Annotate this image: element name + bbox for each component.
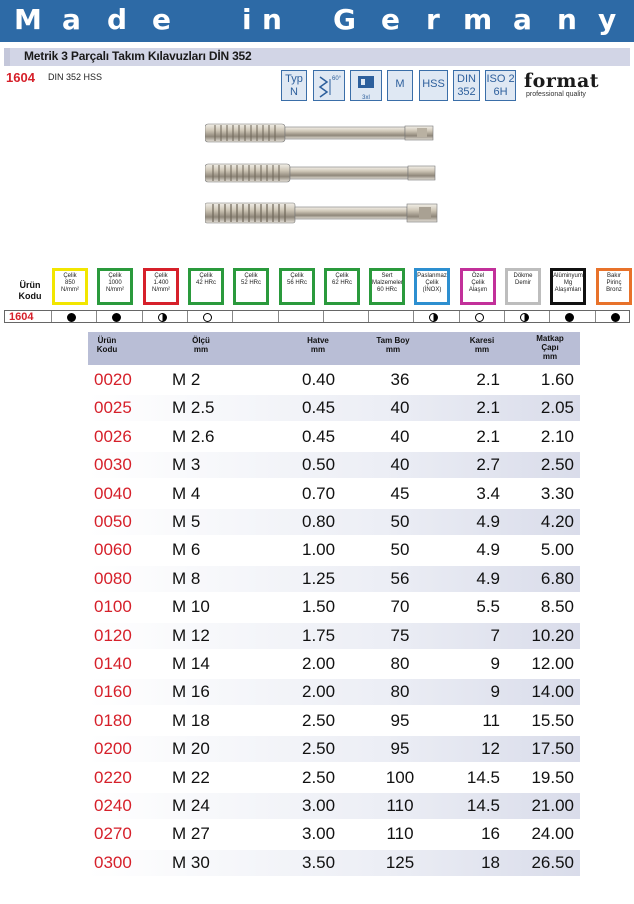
m-label: M [395,78,405,90]
cell-drill: 10.20 [531,626,574,645]
cell-drill: 8.50 [540,597,574,616]
material-line: 1.400 [153,280,169,286]
compat-separator [413,311,414,322]
format-logo [522,70,628,100]
compat-separator [549,311,550,322]
cell-square: 11 [482,711,500,730]
thread-angle-icon [313,70,345,101]
material-box [505,268,541,305]
cell-code: 0300 [94,853,132,872]
cell-pitch: 2.00 [302,682,336,701]
material-line: Çelik [425,280,439,286]
material-box [550,268,586,305]
cell-size: M 4 [172,484,201,503]
header-line: Ölçü [192,336,210,345]
material-compat-row [4,310,630,323]
cell-code: 0050 [94,512,132,531]
material-line: 1000 [108,280,122,286]
material-line: Çelik [199,273,213,279]
cell-drill: 24.00 [531,824,574,843]
header-line: Karesi [469,336,495,345]
cell-pitch: 3.50 [302,853,336,872]
cell-length: 95 [390,711,410,730]
cell-code: 0270 [94,824,132,843]
banner-letter: i [242,3,252,36]
table-row [88,395,580,421]
cell-size: M 24 [172,796,210,815]
product-subtitle: DIN 352 HSS [48,72,103,82]
tap-bottoming-image [205,198,445,228]
cell-pitch: 3.00 [302,796,336,815]
header-line: Kodu [96,345,118,354]
table-row [88,566,580,592]
cell-square: 9 [490,654,500,673]
material-line: Çelik [290,273,304,279]
cell-code: 0100 [94,597,132,616]
material-line: Pirinç [606,280,622,286]
cell-length: 36 [390,370,410,389]
cell-drill: 3.30 [540,484,574,503]
cell-length: 100 [385,768,415,787]
table-row [88,367,580,393]
material-line: Çelik [63,273,77,279]
compat-separator [323,311,324,322]
compat-separator [278,311,279,322]
cell-drill: 19.50 [531,768,574,787]
cell-size: M 18 [172,711,210,730]
material-line: Çelik [108,273,122,279]
compat-symbol-empty [203,313,212,322]
cell-size: M 3 [172,455,201,474]
cell-pitch: 1.25 [302,569,336,588]
material-line: Bronz [606,287,622,293]
product-code: 1604 [6,70,35,85]
cell-code: 0020 [94,370,132,389]
cell-code: 0180 [94,711,132,730]
material-box [414,268,450,305]
material-line: Çelik [335,273,349,279]
cell-square: 5.5 [476,597,500,616]
cell-pitch: 0.45 [302,398,336,417]
cell-pitch: 0.50 [302,455,336,474]
banner-letter: m [463,3,493,36]
cell-drill: 12.00 [531,654,574,673]
compat-separator [504,311,505,322]
material-box [324,268,360,305]
compat-separator [187,311,188,322]
logo-word: format [524,70,600,92]
cell-code: 0220 [94,768,132,787]
header-line: Tam Boy [376,336,410,345]
material-line: 62 HRc [331,280,352,286]
material-line: Bakır [606,273,621,279]
cell-square: 4.9 [476,569,500,588]
cell-square: 3.4 [476,484,500,503]
made-in-germany-banner [0,0,634,42]
cell-square: 2.1 [476,398,500,417]
cell-size: M 14 [172,654,210,673]
header-line: Hatve [307,336,329,345]
cell-length: 80 [390,682,410,701]
cell-length: 110 [386,796,414,815]
header-line: mm [385,345,401,354]
compat-separator [459,311,460,322]
material-line: Mg [563,280,573,286]
table-row [88,424,580,450]
material-box [596,268,632,305]
material-line: Alüminyum [553,273,583,279]
compat-symbol-full [67,313,76,322]
cell-drill: 26.50 [531,853,574,872]
cell-drill: 6.80 [540,569,574,588]
compat-separator [232,311,233,322]
cell-pitch: 2.00 [302,654,336,673]
cell-pitch: 0.40 [302,370,336,389]
cell-length: 40 [390,398,410,417]
cell-pitch: 0.45 [302,427,336,446]
cell-pitch: 1.50 [302,597,336,616]
material-line: Özel [471,273,485,279]
cell-size: M 12 [172,626,210,645]
iso-tolerance-icon [485,70,516,101]
cell-code: 0030 [94,455,132,474]
material-box [369,268,405,305]
table-row [88,623,580,649]
col-header-square [464,336,500,354]
table-row [88,765,580,791]
cell-drill: 4.20 [540,512,574,531]
compat-symbol-half [520,313,529,322]
cell-size: M 20 [172,739,210,758]
table-row [88,509,580,535]
iso-label: ISO 2 [486,73,515,85]
compat-symbol-full [611,313,620,322]
cell-pitch: 2.50 [302,768,336,787]
din-352-icon [453,70,480,101]
banner-letter: d [107,3,128,36]
table-row [88,537,580,563]
cell-code: 0026 [94,427,132,446]
cell-code: 0040 [94,484,132,503]
cell-square: 14.5 [466,796,500,815]
banner-letter: r [426,3,440,36]
cell-square: 18 [481,853,500,872]
col-header-size [186,336,216,354]
banner-letter: a [62,3,81,36]
table-row [88,736,580,762]
cell-size: M 22 [172,768,210,787]
material-line: 52 HRc [240,280,261,286]
cell-drill: 17.50 [531,739,574,758]
cell-pitch: 2.50 [302,711,336,730]
cell-square: 7 [490,626,500,645]
material-box [188,268,224,305]
angle-label: 60° [332,76,342,82]
table-row [88,651,580,677]
banner-letter: G [333,3,356,36]
table-row [88,481,580,507]
header-line: Çapı [541,343,559,352]
cell-length: 56 [390,569,410,588]
logo-tagline: professional quality [526,91,586,98]
cell-code: 0120 [94,626,132,645]
cell-drill: 2.05 [540,398,574,417]
cell-pitch: 0.70 [302,484,336,503]
banner-letter: a [513,3,532,36]
cell-square: 2.1 [476,370,500,389]
cell-length: 45 [390,484,410,503]
table-row [88,850,580,876]
compat-symbol-half [158,313,167,322]
cell-code: 0025 [94,398,132,417]
cell-length: 40 [390,427,410,446]
compat-separator [595,311,596,322]
cell-size: M 6 [172,540,201,559]
material-line: Demir [515,280,531,286]
typ-value: N [290,86,298,98]
material-box [143,268,179,305]
banner-letter: e [152,3,171,36]
cell-code: 0240 [94,796,132,815]
compat-separator [96,311,97,322]
cell-size: M 27 [172,824,210,843]
cell-length: 110 [386,824,414,843]
iso-value: 6H [493,86,508,98]
set-glyph-icon [351,73,381,91]
table-row [88,452,580,478]
cell-length: 50 [390,512,410,531]
material-line: Dökme [513,273,533,279]
tap-intermediate-image [205,158,445,188]
material-box [279,268,315,305]
table-row [88,594,580,620]
cell-code: 0140 [94,654,132,673]
typ-n-icon [281,70,307,101]
compat-separator [368,311,369,322]
cell-length: 80 [390,654,410,673]
cell-drill: 21.00 [531,796,574,815]
cell-length: 70 [390,597,410,616]
col-header-drill [532,334,568,361]
cell-square: 4.9 [476,540,500,559]
compat-separator [142,311,143,322]
set-of-three-icon [350,70,382,101]
material-box [460,268,496,305]
material-line: Çelik [471,280,485,286]
material-line: 850 [64,280,75,286]
banner-letter: e [381,3,400,36]
compat-symbol-full [112,313,121,322]
material-line: Alaşım [468,287,488,293]
cell-size: M 8 [172,569,201,588]
cell-size: M 2 [172,370,201,389]
col-header-length [371,336,415,354]
label-line: Ürün [19,280,41,290]
material-line: N/mm² [106,287,124,293]
col-header-code [92,336,122,354]
table-row [88,679,580,705]
compat-symbol-half [429,313,438,322]
material-line: (İNOX) [422,287,442,293]
cell-code: 0200 [94,739,132,758]
cell-drill: 14.00 [531,682,574,701]
compat-row-code: 1604 [9,311,34,323]
set-label: 3xl [362,95,370,101]
material-line: 60 HRc [376,287,397,293]
material-line: Paslanmaz [417,273,447,279]
label-line: Kodu [18,291,42,301]
header-line: mm [474,345,490,354]
cell-pitch: 2.50 [302,739,336,758]
cell-code: 0060 [94,540,132,559]
cell-square: 2.7 [476,455,500,474]
cell-length: 95 [390,739,410,758]
cell-length: 40 [390,455,410,474]
banner-letter: n [262,3,282,36]
cell-drill: 5.00 [540,540,574,559]
header-line: mm [310,345,326,354]
product-title: Metrik 3 Parçalı Takım Kılavuzları DİN 352 [24,49,252,63]
material-line: Çelik [244,273,258,279]
compat-separator [51,311,52,322]
compat-symbol-full [565,313,574,322]
cell-square: 14.5 [466,768,500,787]
material-line: N/mm² [152,287,170,293]
material-line: Malzemeler [372,280,404,286]
material-box [233,268,269,305]
cell-square: 12 [481,739,500,758]
cell-size: M 5 [172,512,201,531]
cell-length: 125 [385,853,415,872]
cell-square: 9 [490,682,500,701]
spec-table-header [88,332,580,365]
cell-pitch: 1.00 [302,540,336,559]
material-line: Çelik [154,273,168,279]
material-line: Alaşımları [554,287,582,293]
table-row [88,821,580,847]
cell-pitch: 1.75 [302,626,336,645]
material-line: Sert [381,273,393,279]
cell-drill: 2.10 [540,427,574,446]
banner-letter: y [598,3,617,36]
cell-size: M 2.5 [172,398,215,417]
cell-length: 50 [390,540,410,559]
din-value: 352 [457,86,476,98]
cell-drill: 2.50 [540,455,574,474]
cell-drill: 1.60 [540,370,574,389]
cell-size: M 2.6 [172,427,215,446]
compat-symbol-empty [475,313,484,322]
product-title-bar [4,48,630,66]
metric-m-icon [387,70,413,101]
table-row [88,708,580,734]
cell-code: 0160 [94,682,132,701]
header-line: Ürün [97,336,117,345]
hss-icon [419,70,448,101]
typ-label: Typ [285,73,303,85]
cell-drill: 15.50 [531,711,574,730]
cell-square: 16 [481,824,500,843]
cell-size: M 30 [172,853,210,872]
hss-label: HSS [422,78,445,90]
cell-size: M 10 [172,597,210,616]
material-box [97,268,133,305]
material-line: N/mm² [61,287,79,293]
banner-letter: n [557,3,577,36]
material-line: 56 HRc [286,280,307,286]
cell-square: 2.1 [476,427,500,446]
cell-square: 4.9 [476,512,500,531]
material-row-label [12,280,48,302]
cell-pitch: 3.00 [302,824,336,843]
cell-size: M 16 [172,682,210,701]
din-label: DIN [457,73,476,85]
header-line: mm [542,352,558,361]
col-header-pitch [300,336,336,354]
tap-taper-image [205,118,445,148]
cell-pitch: 0.80 [302,512,336,531]
header-line: mm [193,345,209,354]
material-box [52,268,88,305]
banner-letter: M [14,3,42,36]
cell-code: 0080 [94,569,132,588]
material-line: 42 HRc [195,280,216,286]
cell-length: 75 [390,626,410,645]
header-line: Matkap [536,334,564,343]
table-row [88,793,580,819]
